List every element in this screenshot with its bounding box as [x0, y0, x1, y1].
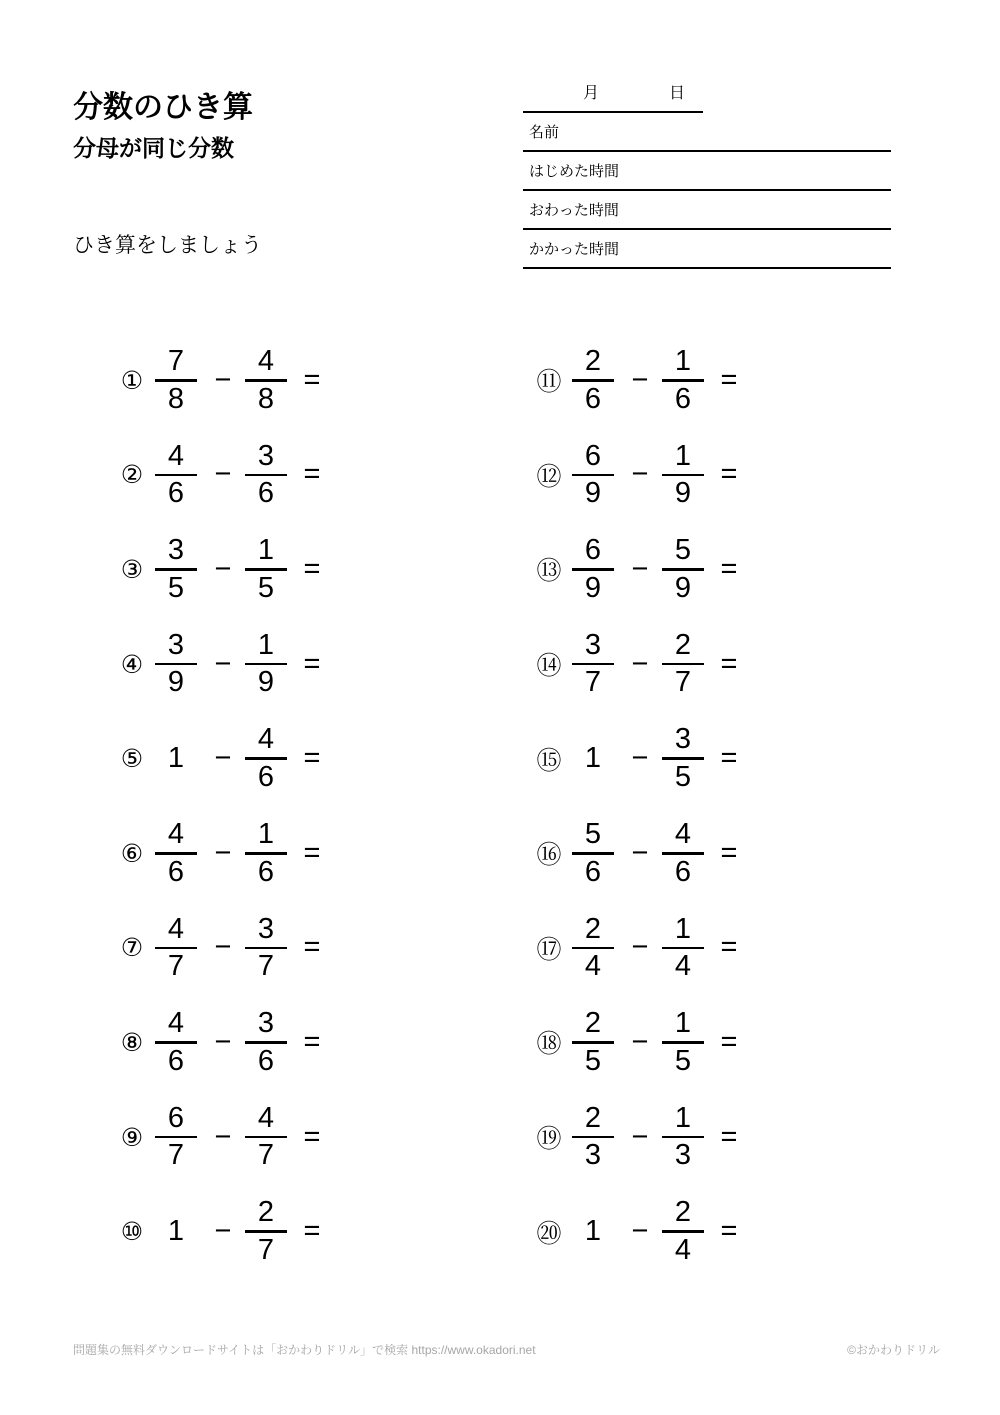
form-row-name [523, 113, 891, 152]
problem-row [110, 995, 350, 1090]
form-row-end-time [523, 191, 891, 230]
minuend-fraction [155, 630, 197, 699]
fraction-numerator: 4 [257, 345, 275, 378]
subtrahend [238, 914, 294, 983]
form-row-elapsed-time [523, 230, 891, 269]
fraction-denominator: 6 [257, 760, 275, 793]
problem-number: ⑧ [120, 1027, 144, 1057]
fraction-bar [662, 663, 704, 666]
equals-sign: = [720, 1025, 738, 1058]
equals-sign: = [303, 363, 321, 396]
equals-sign: = [720, 458, 738, 491]
month-label: 月 [583, 85, 600, 102]
fraction-denominator: 7 [167, 950, 185, 983]
minuend [148, 346, 204, 415]
problem-row [527, 1090, 767, 1185]
fraction-bar [155, 947, 197, 950]
fraction-denominator: 5 [674, 1044, 692, 1077]
minuend-fraction [155, 346, 197, 415]
fraction-numerator: 6 [167, 1101, 185, 1134]
footer-copyright: ©おかわりドリル [847, 1343, 940, 1357]
minuend-fraction [155, 535, 197, 604]
subtrahend [655, 1103, 711, 1172]
fraction-denominator: 6 [674, 855, 692, 888]
minuend-fraction [572, 1008, 614, 1077]
fraction-denominator: 5 [257, 571, 275, 604]
equals-sign: = [303, 742, 321, 775]
fraction-denominator: 9 [584, 571, 602, 604]
fraction-denominator: 4 [674, 950, 692, 983]
fraction-denominator: 7 [257, 1233, 275, 1266]
fraction-bar [155, 474, 197, 477]
subtrahend [655, 1197, 711, 1266]
problem-number: ⑮ [536, 745, 562, 775]
minus-sign: − [631, 836, 649, 869]
problem-row [110, 428, 350, 523]
minuend-fraction [572, 441, 614, 510]
subtrahend-fraction [662, 1197, 704, 1266]
problem-number: ⑪ [536, 367, 562, 397]
fraction-bar [155, 568, 197, 571]
fraction-denominator: 5 [167, 571, 185, 604]
problems-column-left [110, 333, 350, 1279]
fraction-denominator: 4 [584, 950, 602, 983]
subtrahend [238, 535, 294, 604]
whole-number: 1 [167, 742, 185, 775]
fraction-bar [245, 1230, 287, 1233]
minus-sign: − [631, 931, 649, 964]
equals-sign: = [303, 1215, 321, 1248]
minuend-fraction [155, 819, 197, 888]
subtrahend [238, 1197, 294, 1266]
minuend-fraction [572, 346, 614, 415]
minuend [148, 535, 204, 604]
equals-sign: = [303, 1120, 321, 1153]
problem-row [527, 711, 767, 806]
subtrahend-fraction [662, 441, 704, 510]
fraction-bar [155, 852, 197, 855]
fraction-bar [572, 663, 614, 666]
problem-number: ⑫ [536, 461, 562, 491]
fraction-numerator: 3 [584, 628, 602, 661]
fraction-bar [572, 379, 614, 382]
fraction-bar [572, 568, 614, 571]
fraction-denominator: 3 [584, 1139, 602, 1172]
problem-number: ⑬ [536, 556, 562, 586]
fraction-numerator: 3 [257, 912, 275, 945]
fraction-numerator: 1 [674, 912, 692, 945]
fraction-numerator: 5 [674, 534, 692, 567]
fraction-denominator: 6 [584, 855, 602, 888]
problem-row [527, 333, 767, 428]
fraction-bar [662, 1041, 704, 1044]
subtrahend-fraction [245, 630, 287, 699]
problem-number: ⑯ [536, 840, 562, 870]
fraction-denominator: 6 [167, 477, 185, 510]
fraction-bar [155, 663, 197, 666]
minuend-fraction [155, 441, 197, 510]
minuend [148, 630, 204, 699]
subtrahend-fraction [662, 819, 704, 888]
minuend [148, 441, 204, 510]
fraction-denominator: 8 [257, 382, 275, 415]
fraction-numerator: 4 [167, 439, 185, 472]
fraction-bar [245, 379, 287, 382]
subtrahend [238, 630, 294, 699]
fraction-numerator: 2 [584, 912, 602, 945]
fraction-numerator: 3 [167, 628, 185, 661]
problem-number: ⑨ [120, 1122, 144, 1152]
subtrahend-fraction [662, 724, 704, 793]
minuend-fraction [155, 914, 197, 983]
minus-sign: − [214, 1120, 232, 1153]
fraction-numerator: 1 [674, 439, 692, 472]
fraction-numerator: 6 [584, 534, 602, 567]
minus-sign: − [214, 1215, 232, 1248]
problem-number: ⑲ [536, 1124, 562, 1154]
fraction-numerator: 6 [584, 439, 602, 472]
fraction-bar [662, 568, 704, 571]
equals-sign: = [303, 458, 321, 491]
fraction-numerator: 1 [257, 628, 275, 661]
fraction-denominator: 9 [674, 571, 692, 604]
equals-sign: = [303, 1025, 321, 1058]
fraction-denominator: 5 [674, 760, 692, 793]
fraction-numerator: 1 [257, 818, 275, 851]
fraction-denominator: 9 [584, 477, 602, 510]
fraction-numerator: 2 [257, 1196, 275, 1229]
whole-number: 1 [167, 1215, 185, 1248]
fraction-denominator: 6 [167, 1044, 185, 1077]
subtrahend [655, 346, 711, 415]
minus-sign: − [214, 458, 232, 491]
fraction-numerator: 4 [167, 818, 185, 851]
subtrahend [655, 535, 711, 604]
fraction-numerator: 4 [257, 1101, 275, 1134]
problem-row [110, 806, 350, 901]
subtrahend-fraction [245, 441, 287, 510]
header-form [523, 84, 891, 269]
fraction-denominator: 6 [257, 855, 275, 888]
fraction-denominator: 9 [257, 666, 275, 699]
fraction-denominator: 6 [167, 855, 185, 888]
minus-sign: − [631, 552, 649, 585]
fraction-denominator: 6 [584, 382, 602, 415]
fraction-bar [155, 1041, 197, 1044]
minuend [148, 1103, 204, 1172]
form-row-label: かかった時間 [529, 241, 620, 258]
minus-sign: − [214, 931, 232, 964]
subtrahend [655, 630, 711, 699]
equals-sign: = [303, 647, 321, 680]
fraction-denominator: 7 [257, 950, 275, 983]
date-row [523, 84, 703, 113]
subtrahend [655, 441, 711, 510]
minuend-fraction [572, 630, 614, 699]
equals-sign: = [720, 742, 738, 775]
fraction-numerator: 1 [674, 345, 692, 378]
fraction-bar [572, 1041, 614, 1044]
minuend-fraction [572, 819, 614, 888]
minuend [565, 819, 621, 888]
subtrahend-fraction [662, 1008, 704, 1077]
subtrahend [238, 1103, 294, 1172]
subtrahend [238, 819, 294, 888]
fraction-denominator: 8 [167, 382, 185, 415]
fraction-bar [245, 474, 287, 477]
equals-sign: = [720, 1215, 738, 1248]
problem-row [527, 901, 767, 996]
problem-row [110, 522, 350, 617]
fraction-bar [662, 757, 704, 760]
whole-number: 1 [584, 1215, 602, 1248]
problem-row [527, 617, 767, 712]
fraction-bar [572, 852, 614, 855]
problem-row [527, 1184, 767, 1279]
fraction-numerator: 4 [674, 818, 692, 851]
problem-number: ① [120, 365, 144, 395]
minuend [565, 1216, 621, 1247]
fraction-numerator: 3 [257, 439, 275, 472]
minuend [565, 535, 621, 604]
subtrahend-fraction [662, 535, 704, 604]
fraction-numerator: 1 [257, 534, 275, 567]
fraction-bar [245, 1136, 287, 1139]
subtrahend [238, 1008, 294, 1077]
fraction-numerator: 3 [257, 1007, 275, 1040]
subtrahend-fraction [662, 630, 704, 699]
fraction-numerator: 2 [584, 1007, 602, 1040]
minuend-fraction [572, 535, 614, 604]
fraction-denominator: 7 [257, 1139, 275, 1172]
instruction-text: ひき算をしましょう [73, 234, 262, 257]
minuend [565, 1008, 621, 1077]
minuend [565, 346, 621, 415]
equals-sign: = [720, 836, 738, 869]
minus-sign: − [214, 1025, 232, 1058]
fraction-denominator: 9 [674, 477, 692, 510]
fraction-bar [245, 568, 287, 571]
minuend-fraction [155, 1008, 197, 1077]
minus-sign: − [214, 552, 232, 585]
problem-number: ④ [120, 649, 144, 679]
fraction-numerator: 2 [584, 1101, 602, 1134]
worksheet-title: 分数のひき算 [73, 91, 253, 125]
fraction-bar [245, 757, 287, 760]
problem-row [110, 711, 350, 806]
problem-row [110, 1090, 350, 1185]
problem-row [527, 806, 767, 901]
fraction-numerator: 2 [584, 345, 602, 378]
worksheet-subtitle: 分母が同じ分数 [73, 135, 234, 162]
minuend-fraction [155, 1103, 197, 1172]
subtrahend-fraction [245, 1008, 287, 1077]
fraction-bar [572, 947, 614, 950]
minus-sign: − [631, 742, 649, 775]
minuend-fraction [572, 1103, 614, 1172]
minus-sign: − [214, 647, 232, 680]
fraction-bar [155, 379, 197, 382]
problem-number: ③ [120, 554, 144, 584]
problem-number: ⑤ [120, 744, 144, 774]
form-row-start-time [523, 152, 891, 191]
fraction-denominator: 7 [167, 1139, 185, 1172]
fraction-numerator: 3 [167, 534, 185, 567]
fraction-numerator: 5 [584, 818, 602, 851]
minuend [565, 630, 621, 699]
minus-sign: − [214, 836, 232, 869]
fraction-bar [662, 852, 704, 855]
minuend [148, 914, 204, 983]
subtrahend [655, 914, 711, 983]
minuend [148, 819, 204, 888]
equals-sign: = [720, 931, 738, 964]
problem-row [110, 617, 350, 712]
fraction-bar [155, 1136, 197, 1139]
fraction-denominator: 3 [674, 1139, 692, 1172]
subtrahend-fraction [662, 346, 704, 415]
fraction-bar [662, 1230, 704, 1233]
fraction-bar [662, 947, 704, 950]
form-row-label: はじめた時間 [529, 163, 620, 180]
problem-number: ⑱ [536, 1029, 562, 1059]
fraction-bar [662, 1136, 704, 1139]
subtrahend-fraction [662, 1103, 704, 1172]
fraction-denominator: 7 [674, 666, 692, 699]
problem-number: ② [120, 460, 144, 490]
fraction-denominator: 9 [167, 666, 185, 699]
minus-sign: − [631, 363, 649, 396]
whole-number: 1 [584, 742, 602, 775]
minuend [148, 1216, 204, 1247]
minus-sign: − [631, 458, 649, 491]
minus-sign: − [631, 1215, 649, 1248]
minus-sign: − [214, 363, 232, 396]
fraction-bar [245, 947, 287, 950]
fraction-bar [245, 852, 287, 855]
subtrahend [655, 724, 711, 793]
subtrahend-fraction [245, 1103, 287, 1172]
minuend [565, 441, 621, 510]
form-row-label: おわった時間 [529, 202, 619, 219]
fraction-numerator: 1 [674, 1007, 692, 1040]
problem-number: ⑭ [536, 651, 562, 681]
minus-sign: − [631, 1025, 649, 1058]
fraction-denominator: 7 [584, 666, 602, 699]
fraction-denominator: 6 [674, 382, 692, 415]
equals-sign: = [303, 552, 321, 585]
problem-number: ⑳ [536, 1218, 562, 1248]
fraction-numerator: 4 [257, 723, 275, 756]
fraction-numerator: 7 [167, 345, 185, 378]
problem-number: ⑩ [120, 1217, 144, 1247]
subtrahend [655, 1008, 711, 1077]
problems-column-right [527, 333, 767, 1279]
problem-row [110, 1184, 350, 1279]
fraction-numerator: 4 [167, 912, 185, 945]
problem-number: ⑦ [120, 933, 144, 963]
minuend [565, 1103, 621, 1172]
fraction-numerator: 2 [674, 1196, 692, 1229]
fraction-bar [245, 663, 287, 666]
fraction-bar [245, 1041, 287, 1044]
problem-row [527, 522, 767, 617]
fraction-denominator: 5 [584, 1044, 602, 1077]
problem-number: ⑥ [120, 838, 144, 868]
fraction-denominator: 6 [257, 1044, 275, 1077]
fraction-bar [572, 1136, 614, 1139]
subtrahend-fraction [245, 819, 287, 888]
subtrahend-fraction [245, 346, 287, 415]
equals-sign: = [303, 836, 321, 869]
equals-sign: = [720, 1120, 738, 1153]
subtrahend [238, 724, 294, 793]
subtrahend [238, 441, 294, 510]
subtrahend-fraction [662, 914, 704, 983]
subtrahend-fraction [245, 1197, 287, 1266]
day-label: 日 [669, 85, 686, 102]
problem-row [527, 995, 767, 1090]
problem-row [110, 901, 350, 996]
fraction-numerator: 2 [674, 628, 692, 661]
fraction-bar [572, 474, 614, 477]
subtrahend-fraction [245, 535, 287, 604]
subtrahend [238, 346, 294, 415]
minuend [565, 743, 621, 774]
fraction-numerator: 1 [674, 1101, 692, 1134]
fraction-denominator: 4 [674, 1233, 692, 1266]
fraction-bar [662, 379, 704, 382]
equals-sign: = [720, 552, 738, 585]
minuend [148, 743, 204, 774]
problem-row [527, 428, 767, 523]
minus-sign: − [631, 1120, 649, 1153]
equals-sign: = [720, 363, 738, 396]
subtrahend [655, 819, 711, 888]
fraction-denominator: 6 [257, 477, 275, 510]
footer-site-note: 問題集の無料ダウンロードサイトは「おかわりドリル」で検索 https://www.okadori.net [73, 1343, 536, 1357]
fraction-bar [662, 474, 704, 477]
equals-sign: = [303, 931, 321, 964]
form-row-label: 名前 [529, 124, 560, 141]
problem-number: ⑰ [536, 934, 562, 964]
fraction-numerator: 3 [674, 723, 692, 756]
subtrahend-fraction [245, 914, 287, 983]
minuend [148, 1008, 204, 1077]
minuend-fraction [572, 914, 614, 983]
equals-sign: = [720, 647, 738, 680]
minus-sign: − [631, 647, 649, 680]
fraction-numerator: 4 [167, 1007, 185, 1040]
problem-row [110, 333, 350, 428]
subtrahend-fraction [245, 724, 287, 793]
minuend [565, 914, 621, 983]
minus-sign: − [214, 742, 232, 775]
